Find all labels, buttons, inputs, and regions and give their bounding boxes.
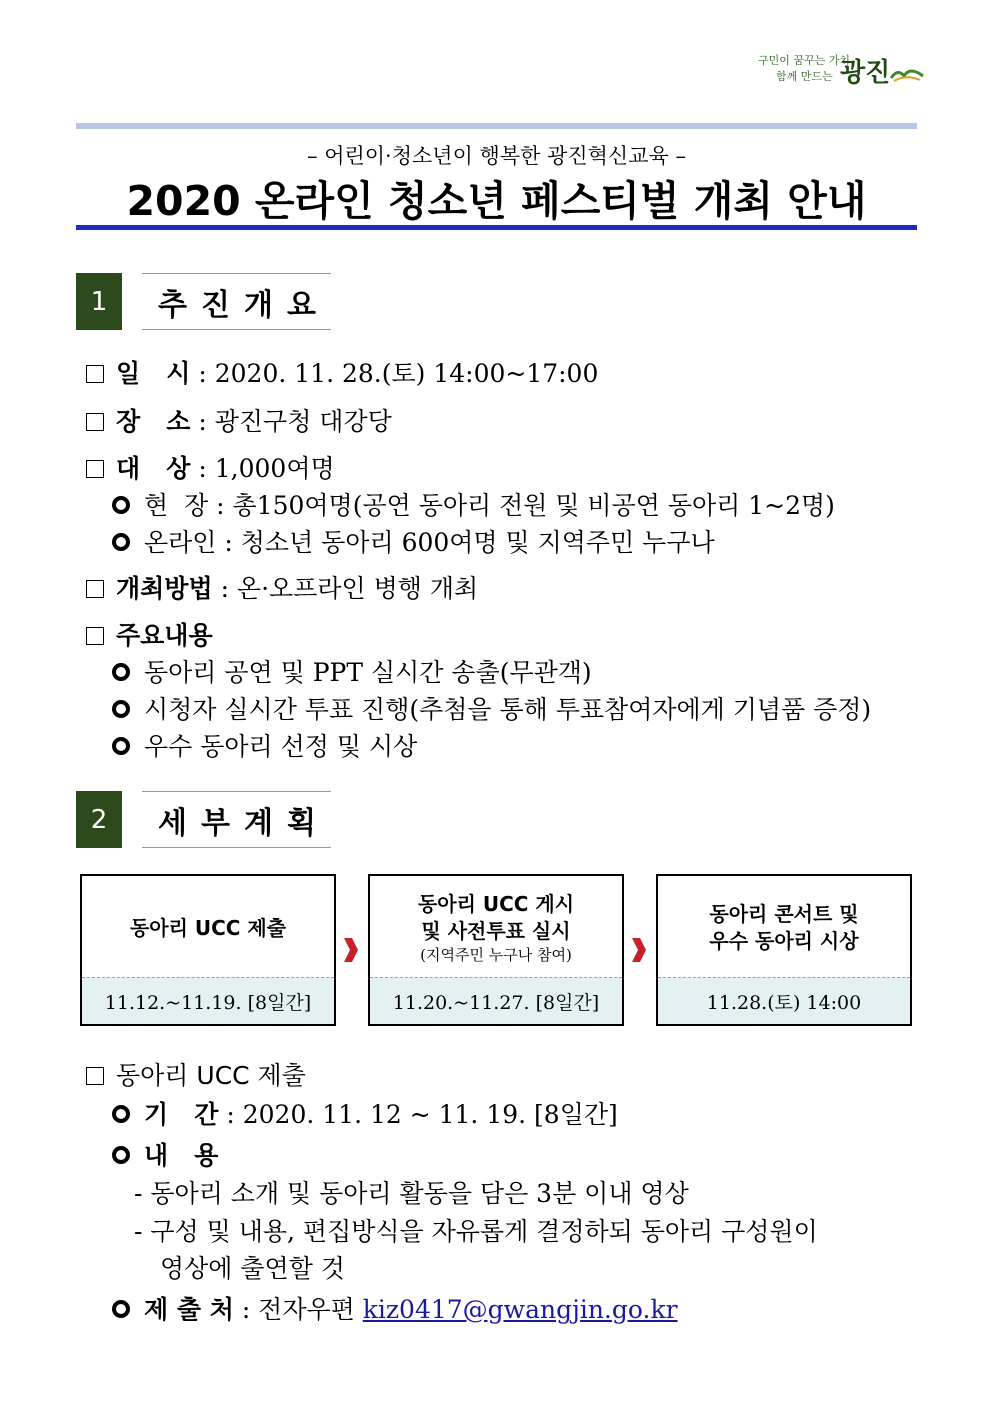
flow-step-1-period: 11.12.~11.19. [8일간] bbox=[82, 977, 334, 1024]
checkbox-square-icon bbox=[86, 413, 104, 431]
flow-step-2-note: (지역주민 누구나 참여) bbox=[420, 946, 572, 964]
circle-bullet-icon bbox=[112, 700, 130, 718]
flow-step-2-period: 11.20.~11.27. [8일간] bbox=[370, 977, 622, 1024]
checkbox-square-icon bbox=[86, 460, 104, 478]
flow-step-3 bbox=[656, 874, 912, 1026]
submit-row bbox=[112, 1290, 678, 1326]
gwangjin-logo bbox=[758, 50, 923, 88]
ucc-content-line-2: - 구성 및 내용, 편집방식을 자유롭게 결정하되 동아리 구성원이 bbox=[134, 1217, 818, 1246]
submit-email-link[interactable]: kiz0417@gwangjin.go.kr bbox=[362, 1295, 678, 1324]
flow-step-2-line1: 동아리 UCC 게시 bbox=[417, 892, 575, 916]
content-item-1: 동아리 공연 및 PPT 실시간 송출(무관객) bbox=[144, 658, 592, 687]
checkbox-square-icon bbox=[86, 365, 104, 383]
submit-prefix: : 전자우편 bbox=[241, 1295, 363, 1324]
document-subtitle: – 어린이·청소년이 행복한 광진혁신교육 – bbox=[307, 144, 686, 168]
target-label: 대 상 bbox=[116, 454, 191, 483]
flow-step-2-line2: 및 사전투표 실시 bbox=[421, 919, 571, 943]
online-value: : 청소년 동아리 600여명 및 지역주민 누구나 bbox=[224, 528, 715, 557]
method-value: : 온·오프라인 병행 개최 bbox=[220, 574, 479, 603]
flow-step-3-line2: 우수 동아리 시상 bbox=[709, 929, 859, 953]
ucc-title-row bbox=[86, 1056, 306, 1092]
content-item-3: 우수 동아리 선정 및 시상 bbox=[144, 732, 418, 761]
circle-bullet-icon bbox=[112, 1300, 130, 1318]
flow-arrow-icon bbox=[632, 934, 646, 966]
checkbox-square-icon bbox=[86, 627, 104, 645]
ucc-content-line-1: - 동아리 소개 및 동아리 활동을 담은 3분 이내 영상 bbox=[134, 1179, 689, 1208]
logo-name: 광진 bbox=[840, 58, 891, 88]
flow-step-1-line1: 동아리 UCC 제출 bbox=[129, 915, 287, 940]
ucc-content-line-3: 영상에 출연할 것 bbox=[160, 1254, 345, 1283]
circle-bullet-icon bbox=[112, 1105, 130, 1123]
method-row bbox=[86, 569, 478, 605]
section2-title: 세부계획 bbox=[142, 791, 331, 848]
checkbox-square-icon bbox=[86, 1067, 104, 1085]
place-row bbox=[86, 402, 392, 438]
period-row bbox=[112, 1095, 618, 1131]
target-row bbox=[86, 449, 335, 485]
content-label: 주요내용 bbox=[116, 621, 213, 650]
list-item bbox=[112, 653, 592, 689]
onsite-value: : 총150여명(공연 동아리 전원 및 비공연 동아리 1~2명) bbox=[216, 491, 835, 520]
ucc-title: 동아리 UCC 제출 bbox=[116, 1061, 306, 1090]
list-item bbox=[112, 690, 871, 726]
place-value: : 광진구청 대강당 bbox=[198, 407, 392, 436]
document-title: 2020 온라인 청소년 페스티벌 개최 안내 bbox=[126, 177, 867, 225]
circle-bullet-icon bbox=[112, 533, 130, 551]
flow-step-3-period: 11.28.(토) 14:00 bbox=[658, 977, 910, 1024]
method-label: 개최방법 bbox=[116, 574, 213, 603]
date-row bbox=[86, 354, 598, 390]
checkbox-square-icon bbox=[86, 580, 104, 598]
section1-title: 추진개요 bbox=[142, 273, 331, 330]
onsite-row bbox=[112, 486, 835, 522]
flow-arrow-icon bbox=[344, 934, 358, 966]
period-label: 기 간 bbox=[144, 1100, 219, 1129]
flow-step-2 bbox=[368, 874, 624, 1026]
list-item bbox=[112, 727, 417, 763]
target-value: : 1,000여명 bbox=[198, 454, 335, 483]
circle-bullet-icon bbox=[112, 496, 130, 514]
logo-mountain-icon bbox=[890, 64, 924, 84]
section1-number: 1 bbox=[76, 273, 122, 330]
content-row bbox=[86, 616, 213, 652]
ucc-content-label: 내 용 bbox=[144, 1141, 219, 1170]
circle-bullet-icon bbox=[112, 663, 130, 681]
header-top-rule bbox=[76, 123, 917, 129]
date-label: 일 시 bbox=[116, 359, 191, 388]
online-label: 온라인 bbox=[144, 528, 217, 557]
header-bottom-rule bbox=[76, 225, 917, 230]
flow-step-3-line1: 동아리 콘서트 및 bbox=[709, 902, 859, 926]
circle-bullet-icon bbox=[112, 1146, 130, 1164]
online-row bbox=[112, 523, 715, 559]
logo-slogan-line2: 함께 만드는 bbox=[776, 70, 833, 83]
onsite-label: 현 장 bbox=[144, 491, 209, 520]
place-label: 장 소 bbox=[116, 407, 191, 436]
date-value: : 2020. 11. 28.(토) 14:00~17:00 bbox=[198, 359, 599, 388]
submit-label: 제 출 처 bbox=[144, 1295, 234, 1324]
period-value: : 2020. 11. 12 ~ 11. 19. [8일간] bbox=[226, 1100, 618, 1129]
ucc-content-row bbox=[112, 1136, 218, 1172]
flow-step-1 bbox=[80, 874, 336, 1026]
content-item-2: 시청자 실시간 투표 진행(추첨을 통해 투표참여자에게 기념품 증정) bbox=[144, 695, 872, 724]
circle-bullet-icon bbox=[112, 737, 130, 755]
section2-number: 2 bbox=[76, 791, 122, 848]
logo-slogan-line1: 구민이 꿈꾸는 가치 bbox=[758, 54, 851, 67]
